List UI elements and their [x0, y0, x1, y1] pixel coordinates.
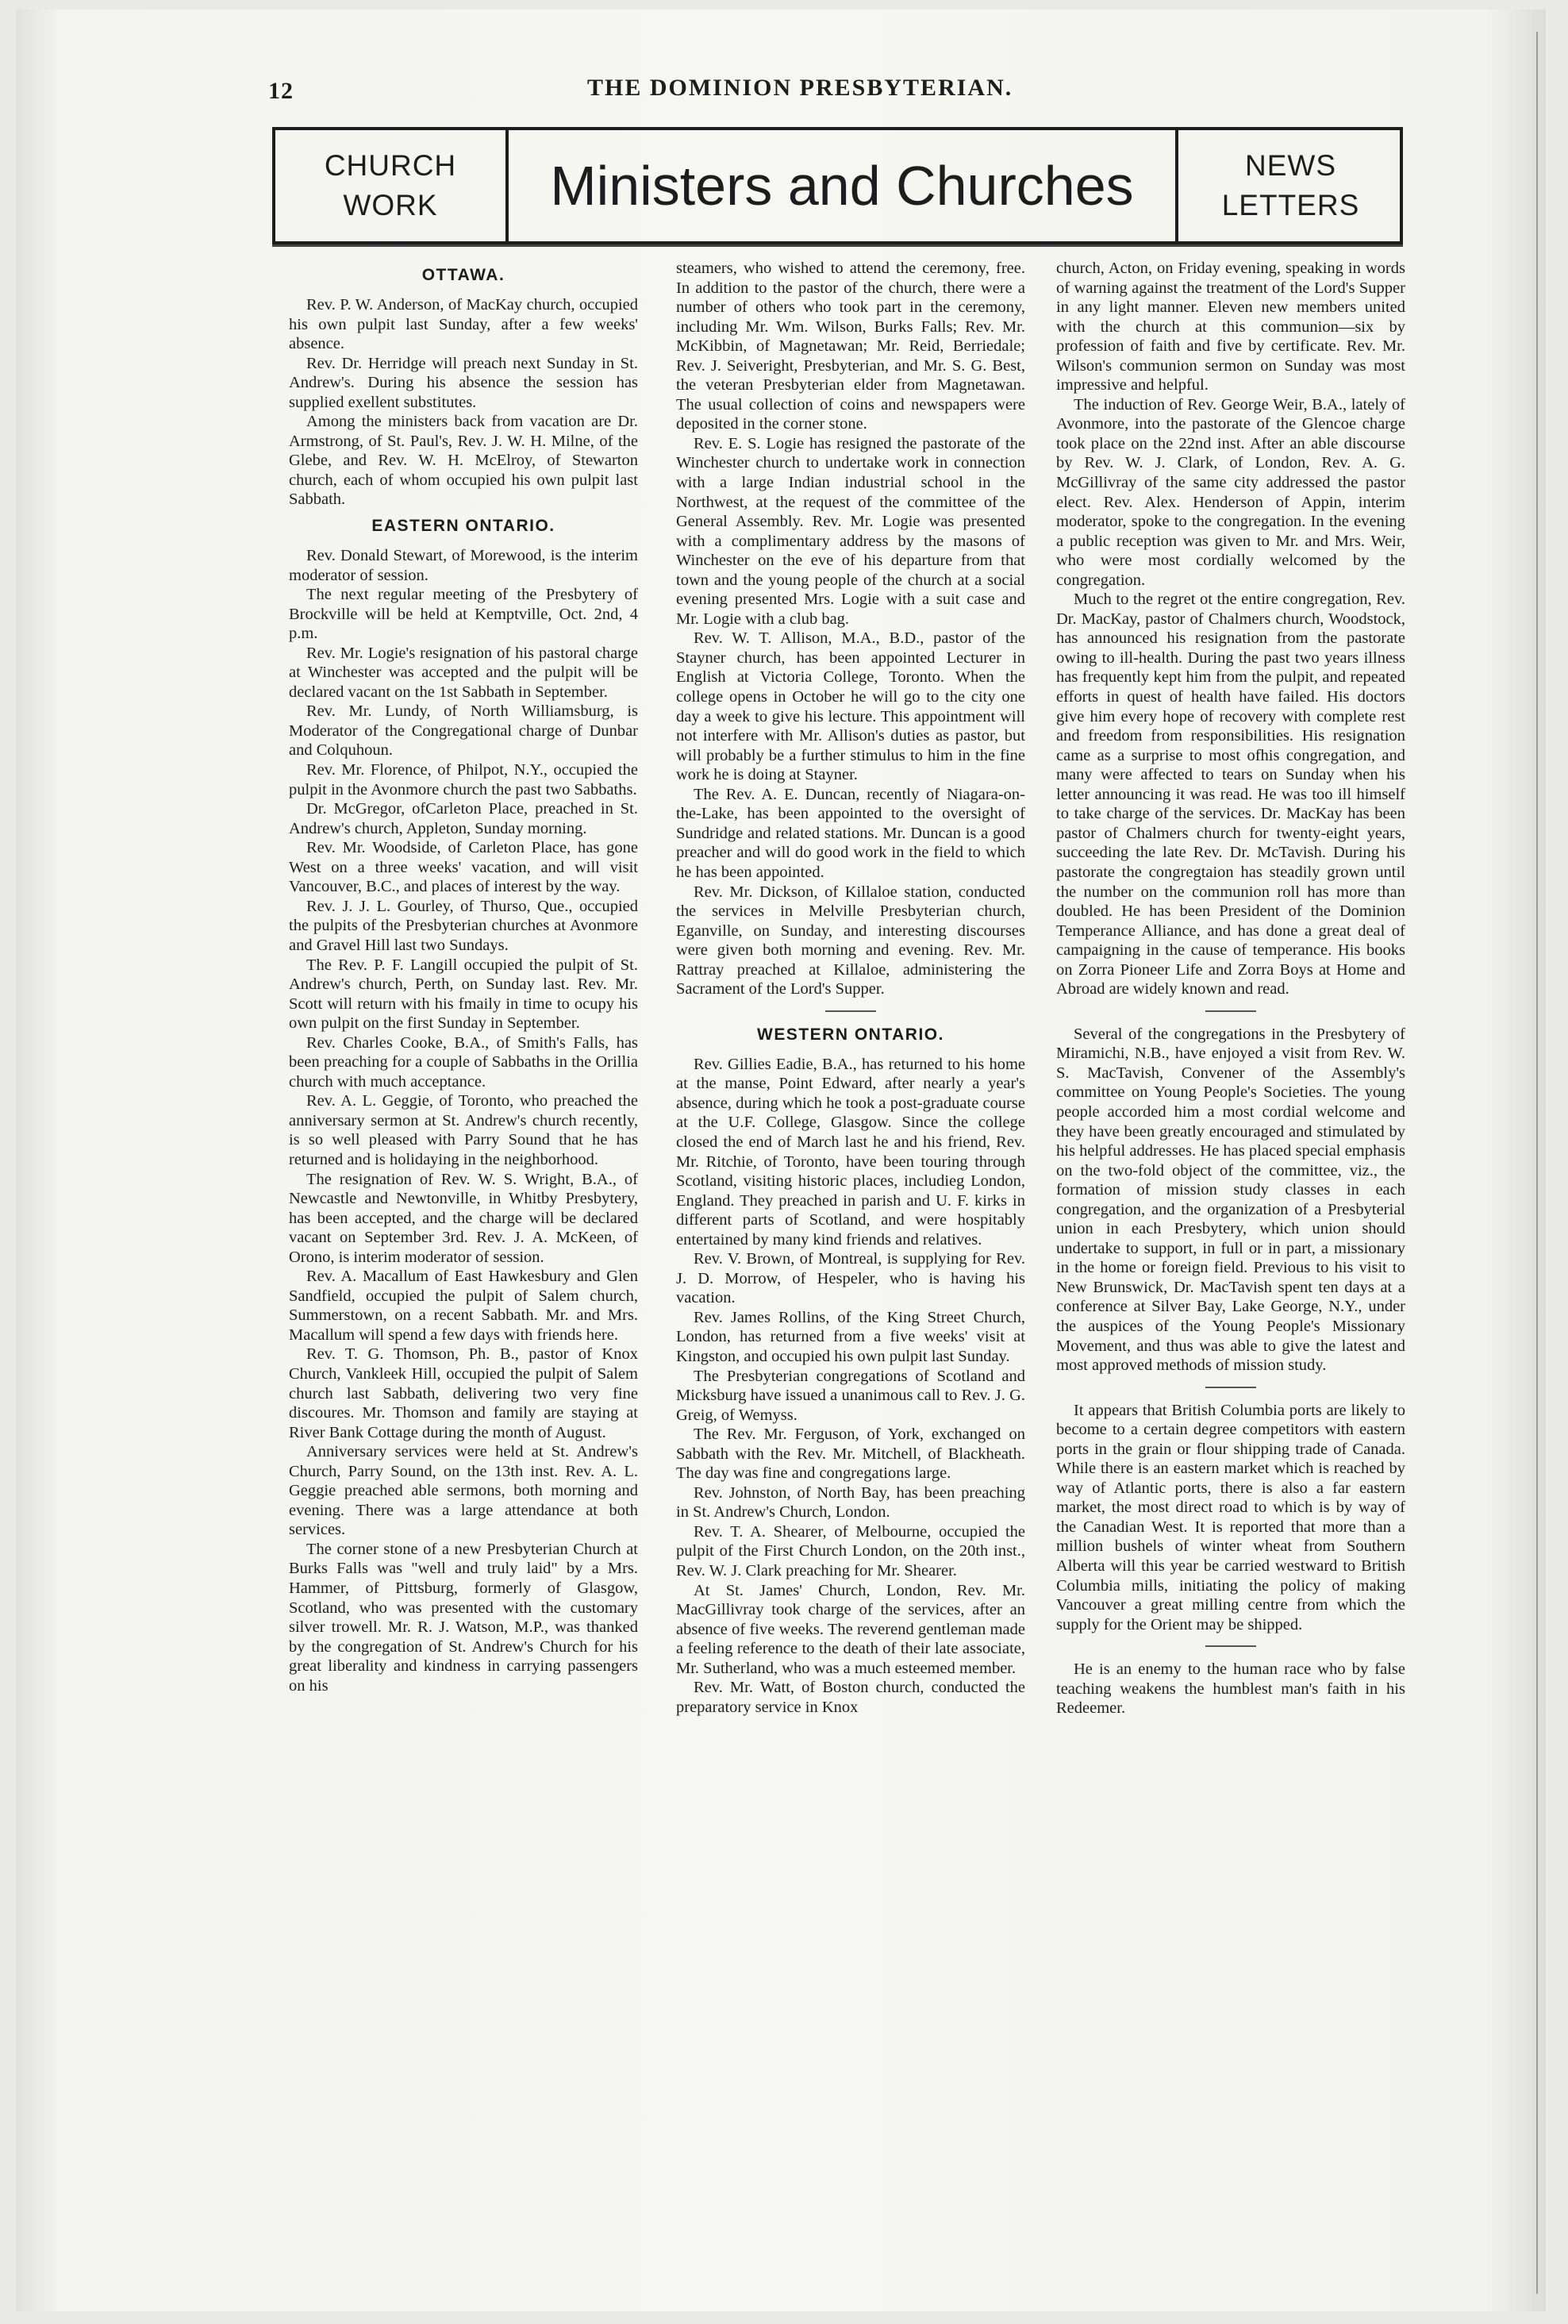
article-paragraph: Anniversary services were held at St. Andrew's Church, Parry Sound, on the 13th inst. Rev. A. L. Geggie preached able sermons, both morning and evening. There was a large attendance at both services. [289, 1443, 638, 1539]
section-banner [272, 127, 1403, 244]
article-paragraph: The Rev. Mr. Ferguson, of York, exchanged on Sabbath with the Rev. Mr. Mitchell, of Blackheath. The day was fine and congregations large. [676, 1426, 1025, 1483]
column-2 [676, 259, 1025, 2164]
article-paragraph: Among the ministers back from vacation are Dr. Armstrong, of St. Paul's, Rev. J. W. H. Milne, of the Glebe, and Rev. W. H. McElroy, of Stewarton church, each of whom occupied his own pulpit last Sabbath. [289, 413, 638, 509]
article-paragraph: Rev. A. L. Geggie, of Toronto, who preached the anniversary sermon at St. Andrew's church recently, is so well pleased with Parry Sound that he has returned and is holidaying in the neighborhood. [289, 1092, 638, 1168]
article-paragraph: Rev. Mr. Logie's resignation of his pastoral charge at Winchester was accepted and the pulpit will be declared vacant on the 1st Sabbath in September. [289, 644, 638, 701]
article-paragraph: Rev. Mr. Lundy, of North Williamsburg, is Moderator of the Congregational charge of Dunbar and Colquhoun. [289, 702, 638, 760]
banner-left-bottom: WORK [343, 189, 438, 221]
running-head: THE DOMINION PRESBYTERIAN. [587, 75, 1013, 101]
article-paragraph: Rev. T. A. Shearer, of Melbourne, occupied the pulpit of the First Church London, on the 20th inst., Rev. W. J. Clark preaching for Mr. Shearer. [676, 1522, 1025, 1579]
article-paragraph: The Presbyterian congregations of Scotland and Micksburg have issued a unanimous call to Rev. J. G. Greig, of Wemyss. [676, 1367, 1025, 1424]
article-paragraph: Rev. Donald Stewart, of Morewood, is the interim moderator of session. [289, 547, 638, 584]
article-paragraph: Rev. Mr. Watt, of Boston church, conducted the preparatory service in Knox [676, 1679, 1025, 1716]
article-paragraph: The induction of Rev. George Weir, B.A., lately of Avonmore, into the pastorate of the Glencoe charge took place on the 22nd inst. After an able discourse by Rev. W. J. Clark, of London, Rev. A. G. McGillivray of the same city addressed the pastor elect. Rev. Alex. Henderson of Appin, interim moderator, spoke to the congregation. In the evening a public reception was given to Mr. and Mrs. Weir, who were most cordially welcomed by the congregation. [1056, 395, 1405, 589]
section-divider [825, 1010, 876, 1012]
article-paragraph: steamers, who wished to attend the ceremony, free. In addition to the pastor of the church, there were a number of others who took part in the ceremony, including Mr. Wm. Wilson, Burks Falls; Rev. Mr. McKibbin, of Magnetawan; Mr. Reid, Berriedale; Rev. J. Seiveright, Presbyterian, and Mr. S. G. Best, the veteran Presbyterian elder from Magnetawan. The usual collection of coins and newspapers were deposited in the corner stone. [676, 260, 1025, 433]
article-paragraph: Rev. Mr. Dickson, of Killaloe station, conducted the services in Melville Presbyterian church, Eganville, on Sunday, and interesting discourses were given both morning and evening. Rev. Mr. Rattray preached at Killaloe, administering the Sacrament of the Lord's Supper. [676, 883, 1025, 998]
article-paragraph: Rev. J. J. L. Gourley, of Thurso, Que., occupied the pulpits of the Presbyterian churches at Avonmore and Gravel Hill last two Sundays. [289, 897, 638, 954]
article-paragraph: Rev. Johnston, of North Bay, has been preaching in St. Andrew's Church, London. [676, 1483, 1025, 1522]
section-divider [1205, 1387, 1256, 1388]
article-paragraph: Rev. Gillies Eadie, B.A., has returned to his home at the manse, Point Edward, after nearly a year's absence, during which he took a post-graduate course at the U.F. College, Glasgow. Since the college closed the end of March last he and his friend, Rev. Mr. Ritchie, of Toronto, have been touring through Scotland, visiting historic places, includieg London, England. They preached in parish and U. F. kirks in different parts of Scotland, and were hospitably entertained by many kind friends and relatives. [676, 1055, 1025, 1249]
article-paragraph: Rev. Mr. Florence, of Philpot, N.Y., occupied the pulpit in the Avonmore church the past two Sabbaths. [289, 761, 638, 798]
article-paragraph: The Rev. P. F. Langill occupied the pulpit of St. Andrew's church, Perth, on Sunday last. Rev. Mr. Scott will return with his fmaily in time to ocupy his own pulpit on the first Sunday in September. [289, 956, 638, 1033]
banner-underline [272, 244, 1403, 247]
banner-right-top: NEWS [1245, 149, 1336, 182]
article-paragraph: The corner stone of a new Presbyterian Church at Burks Falls was "well and truly laid" by a Mrs. Hammer, of Pittsburg, formerly of Glasgow, Scotland, who was presented with the customary silver trowell. Mr. R. J. Watson, M.P., was thanked by the congregation of St. Andrew's Church for his great liberality and kindness in carrying passengers on his [289, 1540, 638, 1695]
article-paragraph: Much to the regret ot the entire congregation, Rev. Dr. MacKay, pastor of Chalmers church, Woodstock, has announced his resignation from the pastorate owing to ill-health. During the past two years illness has frequently kept him from the pulpit, and repeated efforts in quest of health have failed. His doctors give him every hope of recovery with complete rest and freedom from responsibilities. His resignation came as a surprise to most ofhis congregation, and many were affected to tears on Sunday when his letter announcing it was read. He was too ill himself to take charge of the services. Dr. MacKay has been pastor of Chalmers church for twenty-eight years, succeeding the late Rev. Dr. McTavish. During his pastorate the congregtaion has steadily grown until the number on the communion roll has more than doubled. He has been President of the Dominion Temperance Alliance, and has done a great deal of campaigning in the cause of temperance. His books on Zorra Pioneer Life and Zorra Boys at Home and Abroad are widely known and read. [1056, 591, 1405, 998]
article-paragraph: Rev. P. W. Anderson, of MacKay church, occupied his own pulpit last Sunday, after a few weeks' absence. [289, 296, 638, 353]
banner-right-bottom: LETTERS [1221, 189, 1360, 221]
column-1 [289, 259, 638, 2164]
section-heading-western-ontario: WESTERN ONTARIO. [757, 1025, 944, 1044]
article-paragraph: Rev. Mr. Woodside, of Carleton Place, has gone West on a three weeks' vacation, and will visit Vancouver, B.C., and places of interest by the way. [289, 839, 638, 896]
page-number: 12 [268, 78, 294, 104]
section-heading-eastern-ontario: EASTERN ONTARIO. [371, 517, 555, 536]
article-paragraph: Rev. A. Macallum of East Hawkesbury and Glen Sandfield, occupied the pulpit of Salem church, Summerstown, on a recent Sabbath. Mr. and Mrs. Macallum will spend a few days with friends here. [289, 1268, 638, 1344]
article-paragraph: church, Acton, on Friday evening, speaking in words of warning against the treatment of the Lord's Supper in any light manner. Eleven new members united with the church at this communion—six by profession of faith and five by certificate. Rev. Mr. Wilson's communion sermon on Sunday was most impressive and helpful. [1056, 260, 1405, 394]
banner-left-panel [275, 130, 509, 241]
article-paragraph: The resignation of Rev. W. S. Wright, B.A., of Newcastle and Newtonville, in Whitby Presbytery, has been accepted, and the charge will be declared vacant on September 3rd. Rev. J. A. McKeen, of Orono, is interim moderator of session. [289, 1170, 638, 1266]
page-edge-rule [1536, 32, 1538, 2294]
banner-title: Ministers and Churches [550, 155, 1134, 217]
article-paragraph: Rev. V. Brown, of Montreal, is supplying for Rev. J. D. Morrow, of Hespeler, who is having his vacation. [676, 1250, 1025, 1307]
article-paragraph: The Rev. A. E. Duncan, recently of Niagara-on-the-Lake, has been appointed to the oversight of Sundridge and related stations. Mr. Duncan is a good preacher and will do good work in the field to which he has been appointed. [676, 785, 1025, 881]
article-paragraph: Rev. T. G. Thomson, Ph. B., pastor of Knox Church, Vankleek Hill, occupied the pulpit of Salem church last Sabbath, delivering two very fine discoures. Mr. Thomson and family are staying at River Bank Cottage during the month of August. [289, 1345, 638, 1441]
banner-left-top: CHURCH [324, 149, 457, 182]
section-divider [1205, 1645, 1256, 1647]
article-paragraph: Dr. McGregor, ofCarleton Place, preached in St. Andrew's church, Appleton, Sunday morning. [289, 800, 638, 837]
article-paragraph: Rev. Dr. Herridge will preach next Sunday in St. Andrew's. During his absence the session has supplied exellent substitutes. [289, 354, 638, 411]
column-3 [1056, 259, 1405, 2164]
section-heading-ottawa: OTTAWA. [421, 266, 505, 284]
article-paragraph: Rev. James Rollins, of the King Street Church, London, has returned from a five weeks' visit at Kingston, and occupied his own pulpit last Sunday. [676, 1308, 1025, 1365]
article-paragraph: Rev. Charles Cooke, B.A., of Smith's Falls, has been preaching for a couple of Sabbaths in the Orillia church with much acceptance. [289, 1033, 638, 1091]
article-paragraph: Rev. E. S. Logie has resigned the pastorate of the Winchester church to undertake work in connection with a large Indian industrial school in the Northwest, at the request of the committee of the General Assembly. Rev. Mr. Logie was presented with a complimentary address by the masons of Winchester on the eve of his departure from that town and the young people of the church at a social evening presented Mrs. Logie with a suit case and Mr. Logie with a club bag. [676, 434, 1025, 628]
section-divider [1205, 1010, 1256, 1012]
article-paragraph: Rev. W. T. Allison, M.A., B.D., pastor of the Stayner church, has been appointed Lecturer in English at Victoria College, Toronto. When the college opens in October he will go to the city one day a week to give his lecture. This appointment will not interfere with Mr. Allison's duties as pastor, but will probably be a further stimulus to him in the fine work he is doing at Stayner. [676, 629, 1025, 784]
article-paragraph: Several of the congregations in the Presbytery of Miramichi, N.B., have enjoyed a visit from Rev. W. S. MacTavish, Convener of the Assembly's committee on Young People's Societies. The young people accorded him a most cordial welcome and they have been greatly encouraged and stimulated by his helpful addresses. He has placed special emphasis on the two-fold object of the committee, viz., the formation of mission study classes in each congregation, and the organization of a Presbyterial union in each Presbytery, which union should undertake to support, in full or in part, a missionary in the home or foreign field. Previous to his visit to New Brunswick, Dr. MacTavish spent ten days at a conference at Silver Bay, Lake George, N.Y., under the auspices of the Young People's Missionary Movement, and thus was able to give the latest and most approved methods of mission study. [1056, 1025, 1405, 1375]
article-paragraph: The next regular meeting of the Presbytery of Brockville will be held at Kemptville, Oct. 2nd, 4 p.m. [289, 586, 638, 643]
article-paragraph: At St. James' Church, London, Rev. Mr. MacGillivray took charge of the services, after an absence of five weeks. The reverend gentleman made a feeling reference to the death of their late associate, Mr. Sutherland, who was a much esteemed member. [676, 1581, 1025, 1677]
article-paragraph: He is an enemy to the human race who by false teaching weakens the humblest man's faith in his Redeemer. [1056, 1660, 1405, 1718]
article-paragraph: It appears that British Columbia ports are likely to become to a certain degree competitors with eastern ports in the grain or flour shipping trade of Canada. While there is an eastern market which is reached by way of Atlantic ports, there is also a far eastern market, the most direct road to which is by way of the Canadian West. It is reported that more than a million bushels of winter wheat from Southern Alberta will this year be carried westward to British Columbia mills, initiating the policy of making Vancouver a great milling centre from which the supply for the Orient may be shipped. [1056, 1401, 1405, 1633]
banner-right-panel [1175, 130, 1403, 241]
